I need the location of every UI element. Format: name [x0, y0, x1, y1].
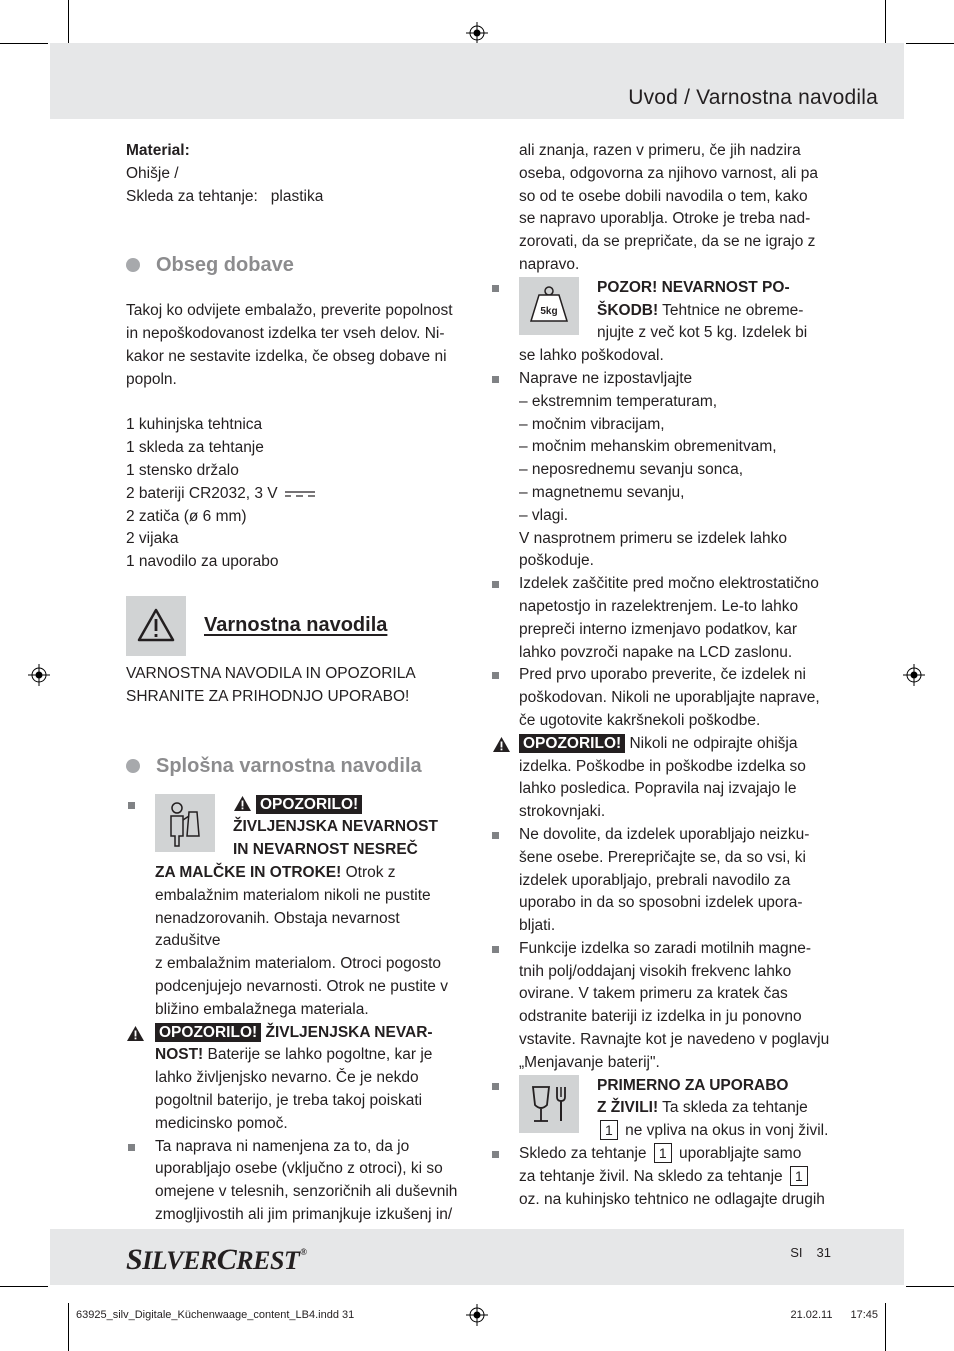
bullet-line: tnih polj/oddajanj visokih frekvenc lahko: [519, 962, 792, 980]
general-heading-text: Splošna varnostna navodila: [156, 754, 422, 777]
bullet-line: zmogljivostih ali jim primanjkuje izkušenj in/: [155, 1205, 453, 1223]
bullet-square-icon: [492, 376, 499, 383]
list-item: 1 kuhinjska tehtnica: [126, 416, 263, 434]
scope-heading: [126, 252, 466, 278]
caution-overload-item: [492, 277, 832, 368]
magnetic-item: [492, 938, 832, 1075]
scope-line: kakor ne sestavite izdelka, če obseg dobave ni: [126, 347, 447, 365]
restricted-persons-item: [126, 1136, 466, 1227]
bullet-dot-icon: [126, 759, 140, 773]
bullet-square-icon: [492, 832, 499, 839]
page-number-value: 31: [816, 1245, 831, 1260]
warning-line: izdelka. Poškodbe in poškodbe izdelka so: [519, 757, 806, 775]
paragraph-line: ali znanja, razen v primeru, če jih nadzira: [519, 142, 801, 159]
paragraph-line: oseba, odgovorna za njihovo varnost, ali pa: [519, 164, 819, 182]
paragraph-line: zorovati, da se prepričate, da se ne igrajo z: [519, 233, 816, 251]
bullet-line: napetostjo in razelektrenjem. Le-to lahko: [519, 597, 799, 615]
crop-mark: [0, 43, 48, 44]
food-safe-item: [492, 1075, 832, 1143]
logo-part: REST: [236, 1246, 300, 1275]
slug-date: 21.02.11: [790, 1309, 833, 1321]
bullet-line: – vlagi.: [519, 506, 569, 524]
crop-mark: [885, 1303, 886, 1351]
continued-paragraph: [492, 140, 832, 277]
bullet-square-icon: [492, 581, 499, 588]
bullet-line: če ugotovite kakršnekoli poškodbe.: [519, 711, 761, 729]
material-line2-value: plastika: [270, 187, 324, 205]
warning-heading: ZA MALČKE IN OTROKE!: [155, 863, 342, 881]
part-reference: 1: [790, 1166, 808, 1186]
warning-line: lahko življenjsko nevarno. Če je nekdo: [155, 1069, 419, 1087]
warning-tag: OPOZORILO!: [256, 795, 362, 814]
bullet-line: poškodovan. Nikoli ne uporabljajte naprave,: [519, 689, 820, 707]
scope-line: in nepoškodovanost izdelka ter vseh delov. Ni-: [126, 325, 445, 343]
food-heading: Z ŽIVILI!: [597, 1099, 659, 1117]
silvercrest-logo: [126, 1243, 307, 1277]
list-item: 1 stensko držalo: [126, 461, 239, 479]
glass-fork-icon: [519, 1075, 579, 1133]
bullet-line: oz. na kuhinjsko tehtnico ne odlagajte drugih: [519, 1190, 825, 1208]
crop-mark: [885, 0, 886, 48]
crop-mark: [68, 1303, 69, 1351]
bullet-square-icon: [128, 802, 135, 809]
warning-line: embalažnim materialom nikoli ne pustite: [155, 886, 431, 904]
warning-line: [519, 733, 832, 756]
contents-list: [126, 414, 466, 574]
child-icon: [155, 794, 215, 852]
warning-triangle-icon: [126, 596, 186, 656]
logo-registered: ®: [300, 1247, 307, 1257]
bowl-text: za tehtanje živil. Na skledo za tehtanje: [519, 1167, 783, 1185]
registration-mark-icon: [466, 22, 488, 44]
right-column: [492, 140, 832, 1211]
bullet-square-icon: [492, 285, 499, 292]
scope-line: Takoj ko odvijete embalažo, preverite popolnost: [126, 302, 453, 320]
safety-keep-line: SHRANITE ZA PRIHODNJO UPORABO!: [126, 687, 410, 705]
warning-line: [155, 1044, 466, 1067]
battery-text: 2 bateriji CR2032, 3 V: [126, 484, 278, 502]
crop-mark: [906, 43, 954, 44]
bullet-line: omejene v telesnih, senzoričnih ali duševnih: [155, 1183, 458, 1201]
bowl-text: Skledo za tehtanje: [519, 1145, 647, 1163]
scope-heading-text: Obseg dobave: [156, 254, 294, 277]
food-text: Ta skleda za tehtanje: [658, 1099, 808, 1117]
part-reference: 1: [600, 1120, 618, 1140]
scope-paragraph: [126, 300, 466, 391]
bullet-line: Ne dovolite, da izdelek uporabljajo neizku-: [519, 825, 810, 843]
warning-triangle-icon: [233, 795, 252, 812]
warning-heading: ŽIVLJENJSKA NEVAR-: [261, 1023, 433, 1041]
warning-line: pogoltnil baterijo, je treba takoj poiskati: [155, 1091, 423, 1109]
bullet-line: ovirane. V takem primeru za kratek čas: [519, 985, 788, 1003]
caution-line: se lahko poškodoval.: [519, 347, 664, 365]
bullet-line: [519, 1143, 832, 1166]
material-line2-label: Skleda za tehtanje:: [126, 187, 258, 205]
general-heading: [126, 753, 466, 779]
bullet-line: Naprave ne izpostavljajte: [519, 369, 693, 387]
esd-item: [492, 573, 832, 664]
bullet-line: lahko povzroči napake na LCD zaslonu.: [519, 643, 793, 661]
paragraph-line: se napravo uporablja. Otroke je treba nad-: [519, 210, 811, 228]
food-safe-image: [519, 1075, 579, 1133]
bullet-square-icon: [492, 1151, 499, 1158]
safety-heading-box: [126, 596, 466, 656]
warning-heading: IN NEVARNOST NESREČ: [233, 841, 418, 859]
warning-text: Nikoli ne odpirajte ohišja: [625, 734, 798, 752]
weight-5kg-icon: [519, 277, 579, 335]
warning-line: nenadzorovanih. Obstaja nevarnost zadušitve: [155, 909, 400, 950]
logo-part: C: [216, 1243, 237, 1276]
material-line: [126, 186, 466, 209]
left-column: [126, 140, 466, 1227]
material-line: Ohišje /: [126, 164, 179, 182]
crop-mark: [0, 1286, 48, 1287]
warning-line: podcenjujejo nevarnosti. Otrok ne pustite v: [155, 977, 448, 995]
bullet-line: uporabljajo osebe (vključno z otroci), ki so: [155, 1160, 443, 1178]
caution-heading: POZOR! NEVARNOST PO-: [597, 278, 790, 296]
bullet-dot-icon: [126, 258, 140, 272]
logo-part: ILVER: [142, 1246, 217, 1275]
warning-line: lahko posledica. Popravila naj izvajajo le: [519, 780, 797, 798]
unskilled-item: [492, 824, 832, 938]
safety-heading: Varnostna navodila: [204, 613, 388, 636]
bullet-line: poškoduje.: [519, 552, 594, 570]
bullet-line: uporabo in da so sposobni izdelek upora-: [519, 894, 803, 912]
safety-keep-line: VARNOSTNA NAVODILA IN OPOZORILA: [126, 664, 416, 682]
warning-line: medicinsko pomoč.: [155, 1114, 288, 1132]
registration-mark-icon: [903, 664, 925, 686]
caution-text: Tehtnice ne obreme-: [658, 301, 804, 319]
paragraph-line: napravo.: [519, 255, 580, 273]
bullet-line: prepreči interno izmenjavo podatkov, kar: [519, 620, 797, 638]
warning-text: Baterije se lahko pogoltne, kar je: [203, 1046, 433, 1064]
warning-line: bližino embalažnega materiala.: [155, 1000, 369, 1018]
bullet-line: vstavite. Ravnajte kot je navedeno v poglavju: [519, 1031, 830, 1049]
bullet-line: V nasprotnem primeru se izdelek lahko: [519, 529, 787, 547]
bullet-line: – neposrednemu sevanju sonca,: [519, 461, 744, 479]
bullet-line: „Menjavanje baterij".: [519, 1053, 660, 1071]
weight-image: [519, 277, 579, 335]
warning-tag: OPOZORILO!: [519, 734, 625, 753]
list-item: [126, 483, 466, 506]
part-reference: 1: [654, 1143, 672, 1163]
warning-line: [155, 862, 466, 885]
bullet-line: Izdelek zaščitite pred močno elektrostatično: [519, 575, 819, 593]
exposure-item: [492, 368, 832, 573]
registration-mark-icon: [28, 664, 50, 686]
warning-tag: OPOZORILO!: [155, 1023, 261, 1042]
bullet-square-icon: [128, 1144, 135, 1151]
material-label: Material:: [126, 142, 190, 159]
bullet-line: [519, 1166, 832, 1189]
weight-label: 5kg: [540, 305, 558, 317]
list-item: 2 vijaka: [126, 530, 179, 548]
bullet-line: Ta naprava ni namenjena za to, da jo: [155, 1137, 410, 1155]
warning-triangle-icon: [126, 1025, 145, 1042]
caution-heading: ŠKODB!: [597, 301, 659, 319]
bowl-text: uporabljajte samo: [674, 1145, 802, 1163]
bullet-line: Pred prvo uporabo preverite, če izdelek ni: [519, 666, 806, 684]
warning-line: [155, 1022, 466, 1045]
registration-mark-icon: [466, 1304, 488, 1326]
crop-mark: [906, 1286, 954, 1287]
page-number: [790, 1245, 831, 1260]
bullet-line: bljati.: [519, 917, 556, 935]
warning-line: strokovnjaki.: [519, 803, 606, 821]
child-packaging-image: [155, 794, 215, 852]
crop-mark: [68, 0, 69, 48]
bullet-line: odstranite bateriji iz izdelka in ju ponovno: [519, 1008, 802, 1026]
print-slug-date: [790, 1309, 878, 1321]
list-item: 1 skleda za tehtanje: [126, 439, 264, 457]
logo-part: S: [126, 1243, 143, 1276]
page-title: Uvod / Varnostna navodila: [628, 86, 878, 109]
warning-triangle-icon: [492, 736, 511, 753]
paragraph-line: so od te osebe dobili navodila o tem, kako: [519, 187, 808, 205]
warning-housing-item: [492, 733, 832, 824]
warning-line: z embalažnim materialom. Otroci pogosto: [155, 955, 442, 973]
warning-battery-item: [126, 1022, 466, 1136]
warning-heading: NOST!: [155, 1046, 204, 1064]
bullet-line: izdelek uporabljajo, prebrali navodilo za: [519, 871, 791, 889]
warning-heading: ŽIVLJENJSKA NEVARNOST: [233, 818, 438, 836]
warning-text: Otrok z: [341, 863, 396, 881]
warning-children-item: [126, 794, 466, 1022]
language-code: SI: [790, 1245, 803, 1260]
damage-check-item: [492, 664, 832, 732]
bullet-line: – ekstremnim temperaturam,: [519, 392, 718, 410]
list-item: 2 zatiča (ø 6 mm): [126, 507, 247, 525]
food-heading: PRIMERNO ZA UPORABO: [597, 1076, 789, 1094]
caution-line: njujte z več kot 5 kg. Izdelek bi: [597, 324, 808, 342]
warning-box: [126, 596, 186, 656]
bullet-line: – močnim mehanskim obremenitvam,: [519, 438, 777, 456]
list-item: 1 navodilo za uporabo: [126, 553, 279, 571]
dc-symbol-icon: [284, 489, 316, 499]
bullet-line: Funkcije izdelka so zaradi motilnih magne-: [519, 939, 812, 957]
print-slug-file: 63925_silv_Digitale_Küchenwaage_content_LB4.indd 31: [76, 1309, 355, 1321]
bullet-line: – magnetnemu sevanju,: [519, 483, 685, 501]
food-text: ne vpliva na okus in vonj živil.: [620, 1122, 829, 1140]
bullet-square-icon: [492, 672, 499, 679]
bullet-square-icon: [492, 1083, 499, 1090]
scope-line: popoln.: [126, 370, 177, 388]
bullet-line: – močnim vibracijam,: [519, 415, 665, 433]
bowl-usage-item: [492, 1143, 832, 1211]
slug-time: 17:45: [850, 1309, 878, 1321]
bullet-line: šene osebe. Prerepričajte se, da so vsi, ki: [519, 848, 806, 866]
bullet-square-icon: [492, 946, 499, 953]
